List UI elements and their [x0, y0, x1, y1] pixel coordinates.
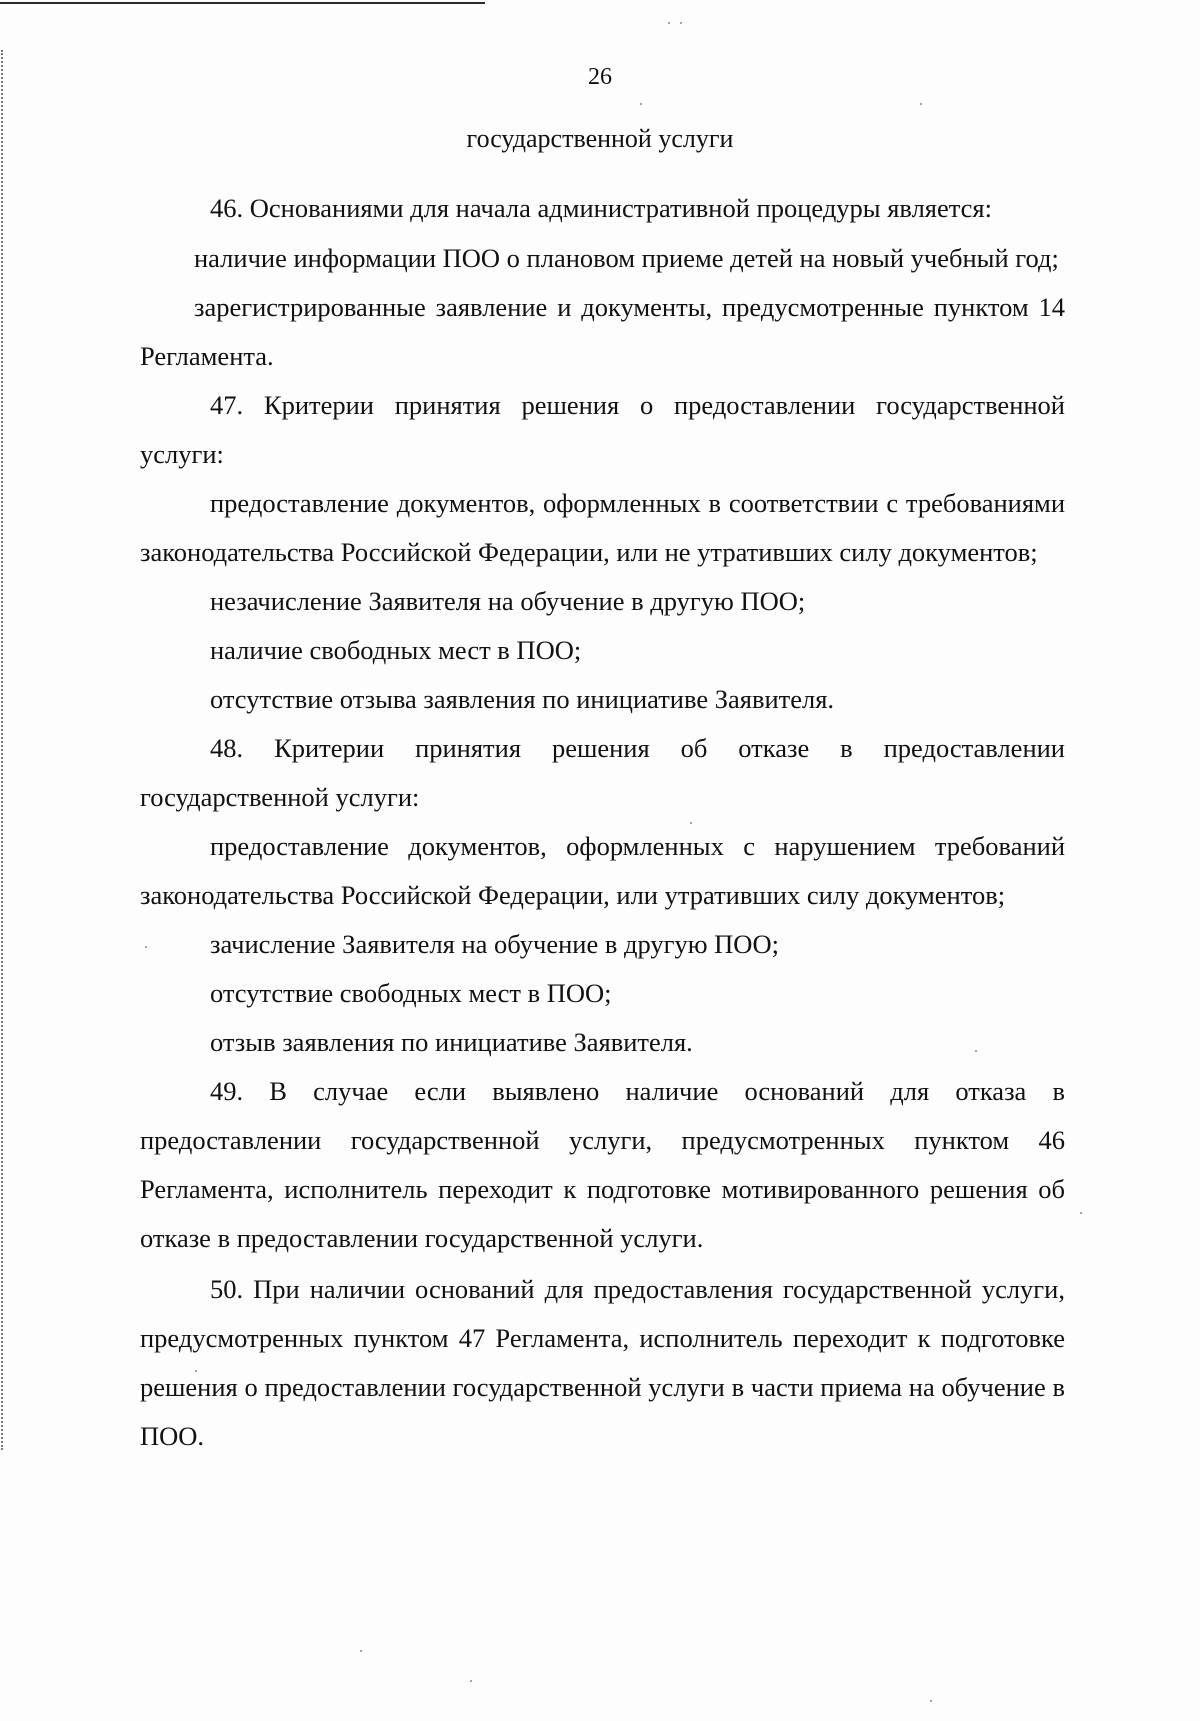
- scan-speck: [930, 1700, 932, 1702]
- scan-speck: [920, 103, 922, 105]
- paragraph-47-item-3: наличие свободных мест в ПОО;: [210, 635, 582, 665]
- paragraph-48-item-1: предоставление документов, оформленных с нарушением требований законодательства Российской Федерации, или утративших силу документов;: [140, 831, 1065, 910]
- heading-continuation: государственной услуги: [466, 124, 734, 153]
- paragraph-47-item-4: отсутствие отзыва заявления по инициативе Заявителя.: [210, 684, 835, 714]
- paragraph-48-item-4: отзыв заявления по инициативе Заявителя.: [210, 1027, 693, 1057]
- scan-speck: [690, 822, 692, 824]
- paragraph-46-item-2: зарегистрированные заявление и документы, предусмотренные пунктом 14 Регламента.: [140, 292, 1065, 371]
- paragraph-48-item-3: отсутствие свободных мест в ПОО;: [210, 978, 612, 1008]
- paragraph-46-item-1: наличие информации ПОО о плановом приеме детей на новый учебный год;: [194, 243, 1059, 273]
- scan-speck: [975, 1050, 977, 1052]
- paragraph-48-item-2: зачисление Заявителя на обучение в другую ПОО;: [210, 929, 779, 959]
- paragraph-47: 47. Критерии принятия решения о предоставлении государственной услуги:: [140, 390, 1065, 469]
- scan-edge-left-line: [1, 50, 3, 1450]
- paragraph-48: 48. Критерии принятия решения об отказе в предоставлении государственной услуги:: [140, 733, 1065, 812]
- scan-speck: [640, 103, 642, 105]
- paragraph-46: 46. Основаниями для начала административной процедуры является:: [210, 193, 992, 223]
- scan-speck: [680, 22, 682, 24]
- page-number: 26: [588, 64, 612, 90]
- scan-speck: [195, 1370, 197, 1372]
- document-body: [140, 184, 1065, 1461]
- scan-edge-top-line: [0, 2, 485, 4]
- scan-speck: [1080, 1212, 1082, 1214]
- scan-speck: [145, 946, 147, 948]
- paragraph-49: 49. В случае если выявлено наличие оснований для отказа в предоставлении государственной услуги, предусмотренных пунктом 46 Регламента, исполнитель переходит к подготовке мотивированного решения об отказе в предоставлении государственной услуги.: [140, 1076, 1065, 1253]
- paragraph-50: 50. При наличии оснований для предоставления государственной услуги, предусмотренных пунктом 47 Регламента, исполнитель переходит к подготовке решения о предоставлении государственной услуги в части приема на обучение в ПОО.: [140, 1274, 1065, 1451]
- scan-speck: [470, 1680, 472, 1682]
- scan-speck: [668, 22, 670, 24]
- paragraph-47-item-2: незачисление Заявителя на обучение в другую ПОО;: [210, 586, 806, 616]
- paragraph-47-item-1: предоставление документов, оформленных в соответствии с требованиями законодательства Российской Федерации, или не утративших силу документов;: [140, 488, 1065, 567]
- scan-speck: [360, 1650, 362, 1652]
